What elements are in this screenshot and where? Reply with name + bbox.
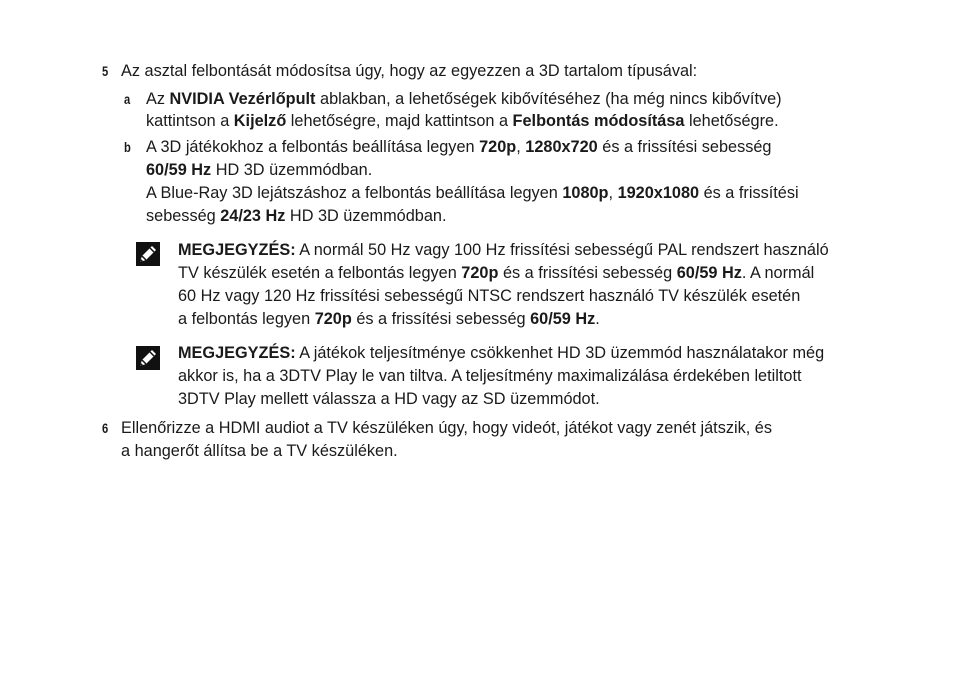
step-number: 5	[102, 63, 109, 79]
refresh-rate-value: 60/59 Hz	[146, 161, 212, 179]
resolution-value: 720p	[461, 264, 499, 282]
text-segment: kattintson a	[146, 112, 234, 130]
text-segment: TV készülék esetén a felbontás legyen	[178, 264, 462, 282]
resolution-value: 720p	[314, 310, 352, 328]
ui-term: Felbontás módosítása	[512, 112, 685, 130]
note-1-line-2	[178, 262, 814, 285]
substep-letter: a	[124, 91, 131, 107]
note-1-line-4	[178, 308, 600, 331]
step-text: Az asztal felbontását módosítsa úgy, hogy az egyezzen a 3D tartalom típusával:	[121, 62, 698, 80]
text-segment: és a frissítési sebesség	[597, 138, 772, 156]
substep-b-line-1	[146, 136, 771, 159]
note-1-line-3: 60 Hz vagy 120 Hz frissítési sebességű NTSC rendszert használó TV készülék esetén	[178, 287, 801, 305]
note-1-line-1	[178, 239, 829, 262]
resolution-value: 1280x720	[525, 138, 598, 156]
text-segment: és a frissítési sebesség	[498, 264, 677, 282]
note-2-line-2: akkor is, ha a 3DTV Play le van tiltva. A teljesítmény maximalizálása érdekében letiltott	[178, 367, 802, 385]
note-label: MEGJEGYZÉS:	[178, 241, 296, 259]
refresh-rate-value: 60/59 Hz	[676, 264, 742, 282]
text-segment: lehetőségre.	[684, 112, 779, 130]
text-segment: HD 3D üzemmódban.	[285, 207, 447, 225]
text-segment: sebesség	[146, 207, 221, 225]
ui-term: Kijelző	[233, 112, 287, 130]
text-segment: ,	[516, 138, 526, 156]
substep-a-line-1	[146, 88, 782, 111]
substep-b-line-4	[146, 205, 446, 228]
text-segment: és a frissítési	[699, 184, 799, 202]
resolution-value: 1920x1080	[617, 184, 700, 202]
text-segment: A játékok teljesítménye csökkenhet HD 3D üzemmód használatakor még	[295, 344, 825, 362]
note-2-line-3: 3DTV Play mellett válassza a HD vagy az SD üzemmódot.	[178, 390, 600, 408]
text-segment: A normál 50 Hz vagy 100 Hz frissítési sebességű PAL rendszert használó	[295, 241, 829, 259]
text-segment: . A normál	[741, 264, 815, 282]
text-segment: A Blue-Ray 3D lejátszáshoz a felbontás beállítása legyen	[146, 184, 563, 202]
text-segment: a felbontás legyen	[178, 310, 315, 328]
step-text-line-2: a hangerőt állítsa be a TV készüléken.	[121, 442, 398, 460]
substep-letter: b	[124, 139, 131, 155]
ui-term: NVIDIA Vezérlőpult	[169, 90, 316, 108]
text-segment: és a frissítési sebesség	[351, 310, 531, 328]
text-segment: Az	[146, 90, 170, 108]
step-number: 6	[102, 420, 109, 436]
refresh-rate-value: 24/23 Hz	[220, 207, 286, 225]
pencil-note-icon	[136, 242, 160, 266]
text-segment: A 3D játékokhoz a felbontás beállítása legyen	[146, 138, 480, 156]
substep-a-line-2	[146, 110, 779, 133]
resolution-value: 1080p	[562, 184, 609, 202]
step-text-line-1: Ellenőrizze a HDMI audiot a TV készüléken úgy, hogy videót, játékot vagy zenét játszik, és	[121, 419, 772, 437]
text-segment: ,	[608, 184, 618, 202]
substep-b-line-2	[146, 159, 372, 182]
pencil-note-icon	[136, 346, 160, 370]
substep-b-line-3	[146, 182, 799, 205]
text-segment: .	[595, 310, 600, 328]
text-segment: lehetőségre, majd kattintson a	[286, 112, 513, 130]
note-2-line-1	[178, 342, 824, 365]
text-segment: HD 3D üzemmódban.	[211, 161, 373, 179]
resolution-value: 720p	[479, 138, 517, 156]
note-label: MEGJEGYZÉS:	[178, 344, 296, 362]
refresh-rate-value: 60/59 Hz	[530, 310, 596, 328]
text-segment: ablakban, a lehetőségek kibővítéséhez (ha még nincs kibővítve)	[315, 90, 782, 108]
